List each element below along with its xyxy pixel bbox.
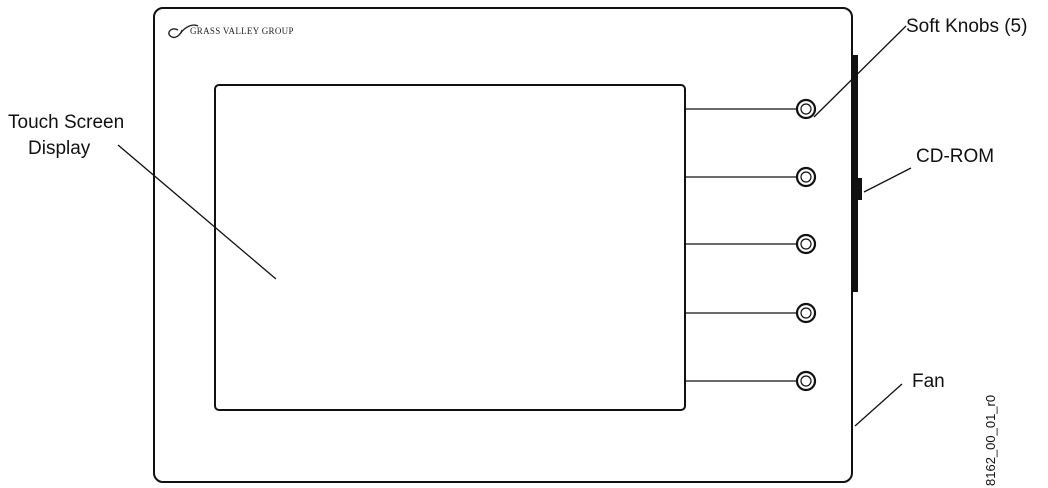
- label-fan: Fan: [912, 371, 945, 392]
- label-display: Display: [28, 138, 91, 159]
- brand-name: GRASS VALLEY GROUP: [190, 26, 294, 36]
- label-touch-screen: Touch Screen: [8, 112, 125, 133]
- leader-cd-rom: [864, 168, 911, 192]
- label-cd-rom: CD-ROM: [916, 146, 995, 167]
- soft-knob-3[interactable]: [797, 235, 815, 253]
- leader-fan: [855, 384, 902, 426]
- soft-knob-4[interactable]: [797, 304, 815, 322]
- cd-rom-drive[interactable]: [852, 55, 862, 292]
- touch-screen-display: [215, 85, 685, 410]
- soft-knob-2[interactable]: [797, 168, 815, 186]
- soft-knob-5[interactable]: [797, 372, 815, 390]
- soft-knob-1[interactable]: [797, 100, 815, 118]
- figure-id: 8162_00_01_r0: [983, 394, 998, 486]
- label-soft-knobs: Soft Knobs (5): [906, 16, 1028, 37]
